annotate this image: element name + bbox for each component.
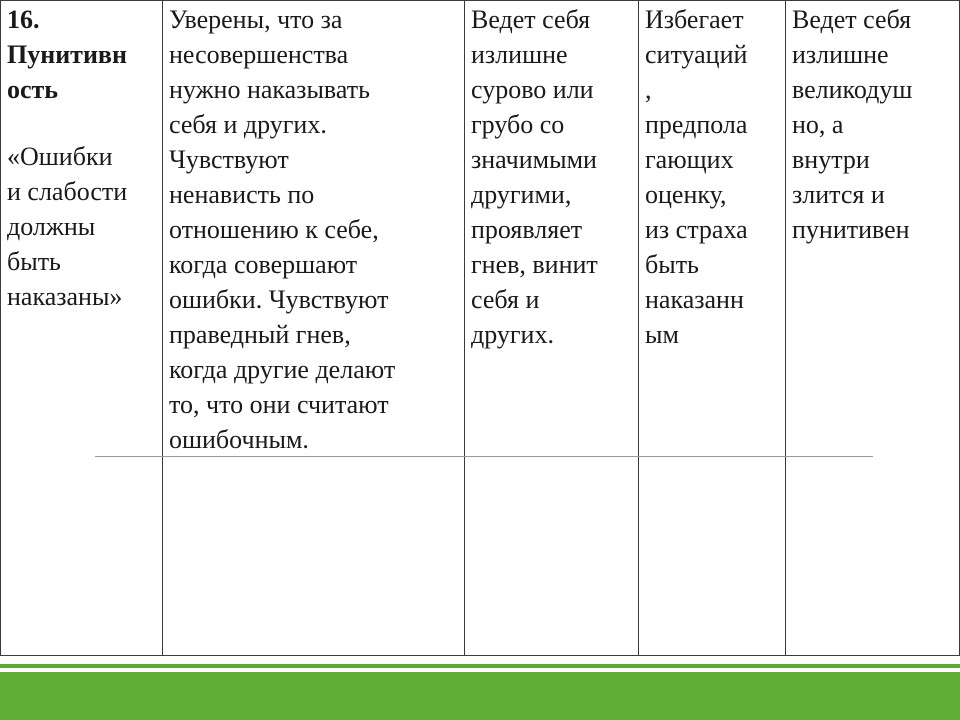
avoidance-line: ситуаций xyxy=(645,40,748,69)
avoidance-line: предпола xyxy=(645,110,748,139)
avoidance-line: из страха xyxy=(645,215,748,244)
surrender-line: себя и xyxy=(471,285,540,314)
spacer xyxy=(7,107,157,139)
footer-thick-stripe xyxy=(0,672,960,720)
beliefs-line: ошибки. Чувствуют xyxy=(169,285,389,314)
schema-quote-line: должны xyxy=(7,212,96,241)
beliefs-line: себя и других. xyxy=(169,110,327,139)
overcompensation-line: внутри xyxy=(792,145,870,174)
beliefs-line: когда совершают xyxy=(169,250,358,279)
beliefs-line: нужно наказывать xyxy=(169,75,370,104)
beliefs-line: когда другие делают xyxy=(169,355,396,384)
beliefs-line: несовершенства xyxy=(169,40,349,69)
surrender-line: гнев, винит xyxy=(471,250,598,279)
avoidance-line: гающих xyxy=(645,145,734,174)
surrender-line: другими, xyxy=(471,180,572,209)
overcompensation-line: злится и xyxy=(792,180,885,209)
beliefs-line: отношению к себе, xyxy=(169,215,379,244)
overcompensation-line: пунитивен xyxy=(792,215,910,244)
schema-quote-line: «Ошибки xyxy=(7,142,113,171)
surrender-line: излишне xyxy=(471,40,568,69)
beliefs-cell xyxy=(163,1,465,656)
overcompensation-line: Ведет себя xyxy=(792,5,912,34)
avoidance-line: Избегает xyxy=(645,5,744,34)
avoidance-line: наказанн xyxy=(645,285,744,314)
avoidance-line: быть xyxy=(645,250,699,279)
overcompensation-line: великодуш xyxy=(792,75,913,104)
schema-name-cell xyxy=(1,1,163,656)
surrender-line: проявляет xyxy=(471,215,583,244)
schema-title-line: 16. xyxy=(7,5,40,34)
schema-title-line: Пунитивн xyxy=(7,40,127,69)
surrender-cell xyxy=(465,1,639,656)
avoidance-line: , xyxy=(645,75,652,104)
avoidance-line: ым xyxy=(645,320,679,349)
overcompensation-line: излишне xyxy=(792,40,889,69)
schema-quote-line: быть xyxy=(7,247,61,276)
footer-thin-stripe xyxy=(0,664,960,668)
beliefs-line: Уверены, что за xyxy=(169,5,343,34)
schema-title-line: ость xyxy=(7,75,59,104)
schema-quote-line: наказаны» xyxy=(7,282,123,311)
beliefs-line: ненависть по xyxy=(169,180,315,209)
divider-line xyxy=(95,456,873,457)
table-row xyxy=(1,1,960,656)
overcompensation-line: но, а xyxy=(792,110,844,139)
beliefs-line: то, что они считают xyxy=(169,390,389,419)
surrender-line: других. xyxy=(471,320,554,349)
surrender-line: значимыми xyxy=(471,145,597,174)
surrender-line: грубо со xyxy=(471,110,565,139)
avoidance-line: оценку, xyxy=(645,180,727,209)
surrender-line: Ведет себя xyxy=(471,5,591,34)
beliefs-line: ошибочным. xyxy=(169,425,309,454)
avoidance-cell xyxy=(639,1,786,656)
overcompensation-cell xyxy=(786,1,960,656)
schema-quote-line: и слабости xyxy=(7,177,128,206)
surrender-line: сурово или xyxy=(471,75,594,104)
footer-band xyxy=(0,657,960,720)
beliefs-line: Чувствуют xyxy=(169,145,289,174)
beliefs-line: праведный гнев, xyxy=(169,320,351,349)
